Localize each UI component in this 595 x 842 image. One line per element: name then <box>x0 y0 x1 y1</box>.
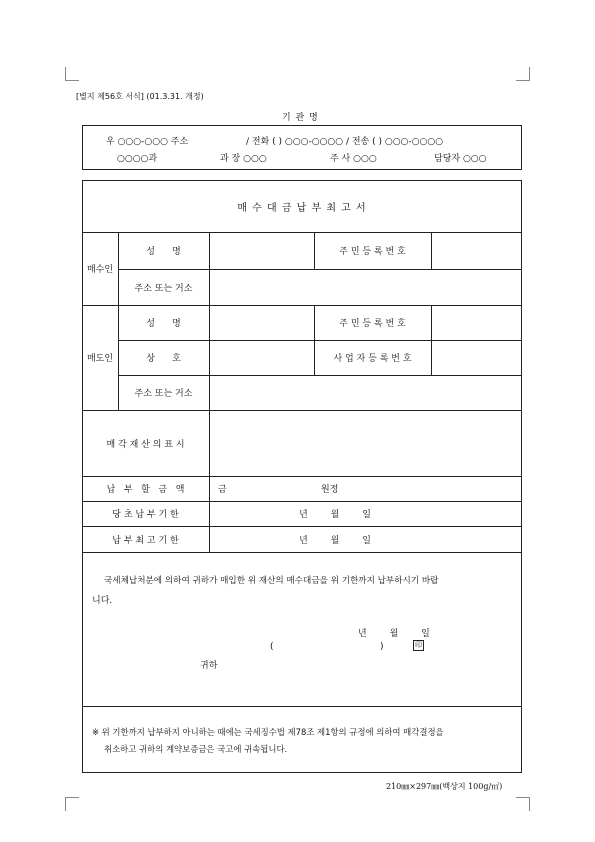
seller-trade-name-label: 상 호 <box>146 354 181 364</box>
buyer-rrn-label: 주 민 등 록 번 호 <box>339 247 406 257</box>
crop-mark-br-h <box>516 797 530 798</box>
initial-due-date-label: 당 초 납 부 기 한 <box>112 510 179 520</box>
seller-trade-name-field[interactable] <box>210 341 314 375</box>
payment-amount-suffix: 원정 <box>321 485 339 495</box>
seller-business-number-field[interactable] <box>432 341 521 375</box>
issue-date: 년 월 일 <box>358 629 430 639</box>
crop-mark-tl-h <box>65 80 79 81</box>
crop-mark-tl-v <box>65 67 66 81</box>
paper-spec: 210㎜×297㎜(백상지 100g/㎡) <box>386 782 503 791</box>
seller-rrn-field[interactable] <box>432 306 521 340</box>
crop-mark-tr-h <box>516 80 530 81</box>
seller-address-label: 주소 또는 거소 <box>134 389 193 399</box>
buyer-group-label: 매수인 <box>86 265 114 275</box>
notice-line2: 취소하고 귀하의 계약보증금은 국고에 귀속됩니다. <box>104 744 288 754</box>
demand-body-text-line2: 니다. <box>92 596 113 606</box>
sender-postal-address: 우 ○○○-○○○ 주소 <box>106 137 189 147</box>
sender-officer: 주 사 ○○○ <box>330 154 377 164</box>
buyer-rrn-field[interactable] <box>432 233 521 269</box>
buyer-address-label: 주소 또는 거소 <box>134 283 193 294</box>
rule-demand-due-bottom <box>82 552 522 553</box>
notice-line1: ※ 위 기한까지 납부하지 아니하는 때에는 국세징수법 제78조 제1항의 규정에 의하여 매각결정을 <box>92 727 444 737</box>
seal-icon: 印 <box>415 641 422 649</box>
seller-rrn-label: 주 민 등 록 번 호 <box>339 319 406 329</box>
seller-name-field[interactable] <box>210 306 314 340</box>
form-reference: [별지 제56호 서식] (01.3.31. 개정) <box>76 92 204 101</box>
demand-due-date-label: 납 부 최 고 기 한 <box>112 535 179 546</box>
property-description-field[interactable] <box>210 411 521 476</box>
payment-amount-field[interactable] <box>232 477 316 501</box>
property-description-label: 매 각 재 산 의 표 시 <box>106 439 185 450</box>
demand-due-date-field[interactable]: 년 월 일 <box>299 535 371 546</box>
rule-body-bottom <box>82 706 522 707</box>
seller-address-field[interactable] <box>210 376 521 410</box>
crop-mark-bl-h <box>65 797 79 798</box>
crop-mark-bl-v <box>65 797 66 811</box>
sender-department: ○○○○과 <box>117 154 158 164</box>
demand-body-text-line1: 국세체납처분에 의하여 귀하가 매입한 위 재산의 매수대금을 위 기한까지 납부하시기 바랍 <box>104 576 439 586</box>
seller-group-label: 매도인 <box>86 354 114 364</box>
seller-name-label: 성 명 <box>146 319 181 329</box>
crop-mark-tr-v <box>529 67 530 81</box>
buyer-address-field[interactable] <box>210 270 521 305</box>
document-title: 매 수 대 금 납 부 최 고 서 <box>237 202 367 214</box>
sender-phone-fax: / 전화 ( ) ○○○-○○○○ / 전송 ( ) ○○○-○○○○ <box>246 137 444 147</box>
addressee-honorific: 귀하 <box>200 661 218 671</box>
crop-mark-br-v <box>529 797 530 811</box>
buyer-name-field[interactable] <box>210 233 314 269</box>
signer-paren-open: ( <box>270 642 274 652</box>
sender-chief: 과 장 ○○○ <box>220 154 267 164</box>
initial-due-date-field[interactable]: 년 월 일 <box>299 510 371 520</box>
payment-amount-label: 납 부 할 금 액 <box>106 485 185 495</box>
payment-amount-prefix: 금 <box>218 485 227 495</box>
buyer-name-label: 성 명 <box>146 247 181 257</box>
sender-staff: 담당자 ○○○ <box>434 154 487 164</box>
agency-name: 기 관 명 <box>282 113 319 123</box>
seller-business-number-label: 사 업 자 등 록 번 호 <box>333 354 412 364</box>
signer-paren-close: ) <box>380 642 384 652</box>
signer-name-field[interactable] <box>278 640 378 652</box>
